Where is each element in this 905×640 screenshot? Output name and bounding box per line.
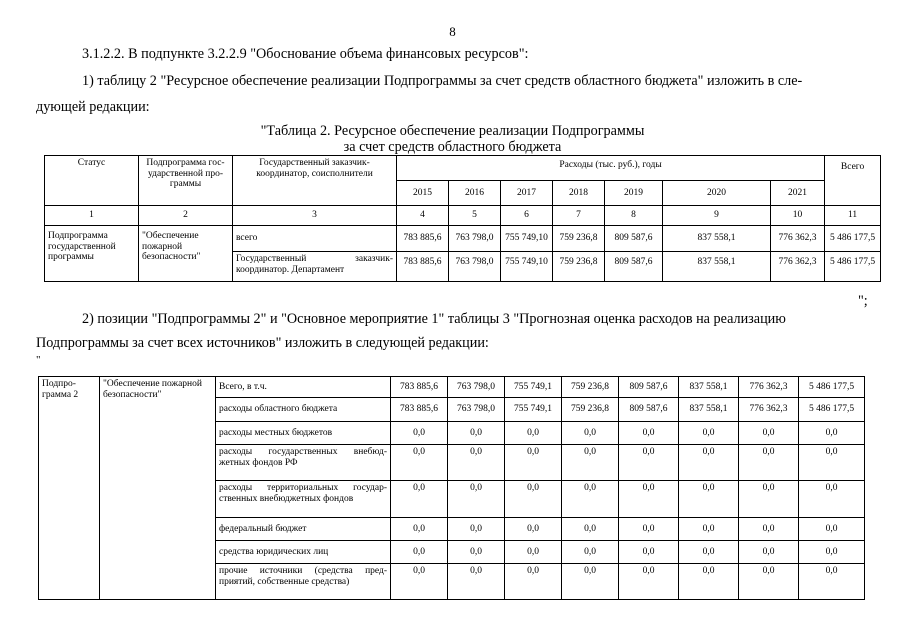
table2-title-line2: за счет средств областного бюджета [343, 139, 562, 155]
value-cell: 0,0 [505, 541, 562, 564]
value-cell: 783 885,6 [391, 398, 448, 422]
value-cell: 0,0 [739, 541, 799, 564]
subprogram-name-cell: Подпро-грамма 2 [39, 377, 100, 600]
value-cell: 0,0 [619, 541, 679, 564]
header-total: Всего [825, 156, 881, 206]
value-cell: 759 236,8 [562, 398, 619, 422]
paragraph-2-line1: 2) позиции "Подпрограммы 2" и "Основное мероприятие 1" таблицы 3 "Прогнозная оценка расходов на реализацию [82, 311, 786, 327]
value-cell: 0,0 [739, 445, 799, 481]
value-cell: 755 749,1 [505, 377, 562, 398]
value-cell: 837 558,1 [663, 226, 771, 252]
value-cell: 0,0 [799, 541, 865, 564]
year-2015: 2015 [397, 181, 449, 206]
value-cell: 0,0 [448, 445, 505, 481]
value-cell: 0,0 [562, 422, 619, 445]
col-number: 1 [45, 206, 139, 226]
subprogram-title-cell: "Обеспечение пожарной безопасности" [100, 377, 216, 600]
value-cell: 0,0 [799, 564, 865, 600]
col-number: 10 [771, 206, 825, 226]
paragraph-3-1-2-2: 3.1.2.2. В подпункте 3.2.2.9 "Обоснование объема финансовых ресурсов": [82, 46, 529, 62]
subprogram-cell: "Обеспечение пожарной безопасности" [139, 226, 233, 282]
value-cell: 0,0 [505, 481, 562, 518]
header-subprogram: Подпрограмма гос-ударственной про-граммы [139, 156, 233, 206]
value-cell: 0,0 [619, 422, 679, 445]
closing-quote: "; [858, 293, 868, 309]
value-cell: 0,0 [679, 481, 739, 518]
value-cell: 783 885,6 [397, 252, 449, 282]
value-cell: 0,0 [799, 481, 865, 518]
value-cell: 0,0 [619, 445, 679, 481]
table2-title-line1: "Таблица 2. Ресурсное обеспечение реализации Подпрограммы [260, 123, 645, 139]
value-cell: 0,0 [391, 445, 448, 481]
year-2019: 2019 [605, 181, 663, 206]
value-cell: 0,0 [739, 518, 799, 541]
value-cell: 0,0 [505, 445, 562, 481]
col-number: 4 [397, 206, 449, 226]
value-cell: 763 798,0 [448, 398, 505, 422]
value-cell: 809 587,6 [605, 226, 663, 252]
row-label: федеральный бюджет [216, 518, 391, 541]
value-cell: 0,0 [448, 541, 505, 564]
value-cell: 0,0 [562, 541, 619, 564]
col-number: 8 [605, 206, 663, 226]
col-number: 11 [825, 206, 881, 226]
header-expenses: Расходы (тыс. руб.), годы [397, 156, 825, 181]
value-cell: 0,0 [391, 481, 448, 518]
col-number: 3 [233, 206, 397, 226]
value-cell: 0,0 [799, 422, 865, 445]
value-cell: 837 558,1 [679, 377, 739, 398]
table-3 [38, 376, 865, 600]
value-cell: 0,0 [619, 564, 679, 600]
value-cell: 759 236,8 [553, 226, 605, 252]
year-2020: 2020 [663, 181, 771, 206]
value-cell: 0,0 [679, 541, 739, 564]
value-cell: 0,0 [739, 564, 799, 600]
value-cell: 759 236,8 [553, 252, 605, 282]
value-cell: 0,0 [505, 518, 562, 541]
year-2016: 2016 [449, 181, 501, 206]
col-number: 9 [663, 206, 771, 226]
value-cell: 0,0 [562, 564, 619, 600]
col-number: 6 [501, 206, 553, 226]
value-cell: 0,0 [505, 422, 562, 445]
value-cell: 0,0 [562, 445, 619, 481]
row-label: расходы областного бюджета [216, 398, 391, 422]
value-cell: 0,0 [799, 445, 865, 481]
value-cell: 5 486 177,5 [799, 398, 865, 422]
value-cell: 0,0 [448, 422, 505, 445]
value-cell: 0,0 [679, 422, 739, 445]
value-cell: 0,0 [391, 518, 448, 541]
row-label: расходы государственных внебюд-жетных фондов РФ [216, 445, 391, 481]
value-cell: 837 558,1 [679, 398, 739, 422]
row-label: всего [233, 226, 397, 252]
col-number: 7 [553, 206, 605, 226]
value-cell: 755 749,10 [501, 226, 553, 252]
value-cell: 5 486 177,5 [825, 226, 881, 252]
value-cell: 0,0 [679, 518, 739, 541]
row-label: Государственный заказчик-координатор. Департамент [233, 252, 397, 282]
opening-quote: " [36, 354, 41, 366]
paragraph-1-line2: дующей редакции: [36, 99, 150, 115]
value-cell: 776 362,3 [739, 398, 799, 422]
value-cell: 837 558,1 [663, 252, 771, 282]
value-cell: 0,0 [679, 564, 739, 600]
paragraph-1-line1: 1) таблицу 2 "Ресурсное обеспечение реализации Подпрограммы за счет средств областного бюджета" изложить в сле- [82, 73, 803, 89]
row-label: расходы местных бюджетов [216, 422, 391, 445]
value-cell: 755 749,1 [505, 398, 562, 422]
value-cell: 755 749,10 [501, 252, 553, 282]
value-cell: 0,0 [562, 481, 619, 518]
year-2021: 2021 [771, 181, 825, 206]
value-cell: 0,0 [799, 518, 865, 541]
value-cell: 0,0 [448, 564, 505, 600]
value-cell: 783 885,6 [391, 377, 448, 398]
value-cell: 0,0 [448, 481, 505, 518]
value-cell: 776 362,3 [771, 226, 825, 252]
value-cell: 809 587,6 [619, 377, 679, 398]
value-cell: 0,0 [448, 518, 505, 541]
row-label: Всего, в т.ч. [216, 377, 391, 398]
header-status: Статус [45, 156, 139, 206]
value-cell: 0,0 [505, 564, 562, 600]
page-number: 8 [449, 24, 456, 39]
value-cell: 776 362,3 [739, 377, 799, 398]
value-cell: 0,0 [391, 541, 448, 564]
value-cell: 0,0 [739, 481, 799, 518]
value-cell: 759 236,8 [562, 377, 619, 398]
value-cell: 0,0 [562, 518, 619, 541]
year-2017: 2017 [501, 181, 553, 206]
value-cell: 776 362,3 [771, 252, 825, 282]
table-2 [44, 155, 881, 282]
col-number: 2 [139, 206, 233, 226]
row-label: прочие источники (средства пред-приятий, собственные средства) [216, 564, 391, 600]
year-2018: 2018 [553, 181, 605, 206]
value-cell: 0,0 [391, 422, 448, 445]
value-cell: 809 587,6 [619, 398, 679, 422]
status-cell: Подпрограмма государственной программы [45, 226, 139, 282]
value-cell: 763 798,0 [449, 226, 501, 252]
value-cell: 0,0 [619, 481, 679, 518]
col-number: 5 [449, 206, 501, 226]
row-label: средства юридических лиц [216, 541, 391, 564]
value-cell: 0,0 [739, 422, 799, 445]
value-cell: 763 798,0 [449, 252, 501, 282]
row-label: расходы территориальных государ-ственных внебюджетных фондов [216, 481, 391, 518]
paragraph-2-line2: Подпрограммы за счет всех источников" изложить в следующей редакции: [36, 335, 489, 351]
value-cell: 0,0 [679, 445, 739, 481]
value-cell: 5 486 177,5 [799, 377, 865, 398]
value-cell: 0,0 [619, 518, 679, 541]
header-customer: Государственный заказчик-координатор, соисполнители [233, 156, 397, 206]
value-cell: 0,0 [391, 564, 448, 600]
value-cell: 809 587,6 [605, 252, 663, 282]
value-cell: 5 486 177,5 [825, 252, 881, 282]
value-cell: 763 798,0 [448, 377, 505, 398]
value-cell: 783 885,6 [397, 226, 449, 252]
